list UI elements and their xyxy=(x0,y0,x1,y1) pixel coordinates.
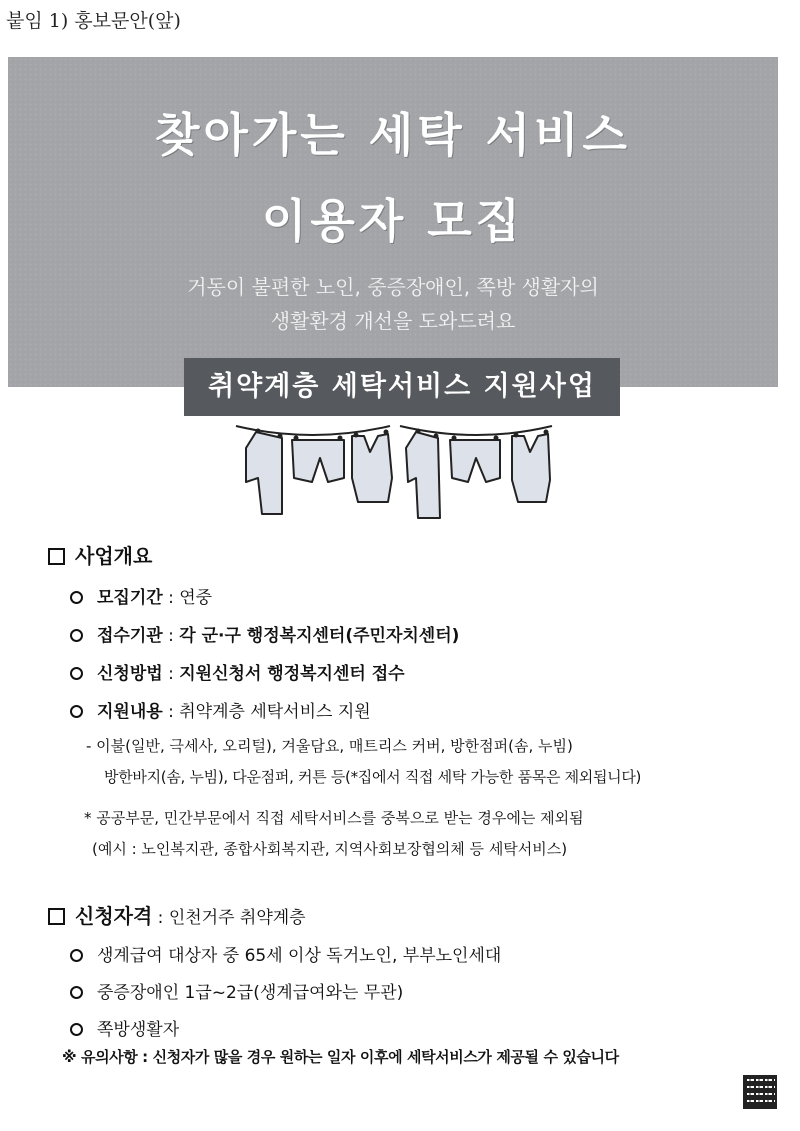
overview-item-label: 모집기간 xyxy=(97,588,163,608)
eligibility-heading-row xyxy=(48,900,306,929)
promo-banner xyxy=(8,57,778,387)
overview-item xyxy=(70,697,371,722)
overview-item-sep: : xyxy=(162,626,180,646)
circle-bullet-icon xyxy=(70,949,83,962)
eligibility-item xyxy=(70,941,501,966)
overview-item xyxy=(70,659,405,684)
overview-item-value: 취약계층 세탁서비스 지원 xyxy=(179,702,371,722)
caution-note: ※ 유의사항 : 신청자가 많을 경우 원하는 일자 이후에 세탁서비스가 제공될 수 있습니다 xyxy=(62,1048,619,1066)
circle-bullet-icon xyxy=(70,1023,83,1036)
checkbox-square-icon xyxy=(48,548,65,565)
overview-item-value: 연중 xyxy=(179,588,213,608)
checkbox-square-icon xyxy=(48,908,65,925)
eligibility-item-text: 쪽방생활자 xyxy=(97,1020,180,1040)
banner-subtitle-line1: 거동이 불편한 노인, 중증장애인, 쪽방 생활자의 xyxy=(187,275,599,299)
overview-heading: 사업개요 xyxy=(75,544,153,568)
circle-bullet-icon xyxy=(70,591,83,604)
overview-item xyxy=(70,621,459,646)
overview-item-sep: : xyxy=(162,702,180,722)
eligibility-heading-sep: : xyxy=(152,908,169,928)
overview-item-label: 지원내용 xyxy=(97,702,163,722)
overview-item-value: 각 군·구 행정복지센터(주민자치센터) xyxy=(179,626,460,646)
eligibility-item-text: 생계급여 대상자 중 65세 이상 독거노인, 부부노인세대 xyxy=(97,946,502,966)
eligibility-item xyxy=(70,1015,179,1040)
overview-item-label: 접수기관 xyxy=(97,626,163,646)
overview-item-sep: : xyxy=(162,664,180,684)
qr-code-icon xyxy=(743,1075,777,1109)
program-label: 취약계층 세탁서비스 지원사업 xyxy=(184,358,620,416)
circle-bullet-icon xyxy=(70,667,83,680)
banner-title-line1: 찾아가는 세탁 서비스 xyxy=(155,108,631,162)
eligibility-heading: 신청자격 xyxy=(75,904,153,928)
note-line2: (예시 : 노인복지관, 종합사회복지관, 지역사회보장협의체 등 세탁서비스) xyxy=(92,840,568,858)
detail-line2: 방한바지(솜, 누빔), 다운점퍼, 커튼 등(*집에서 직접 세탁 가능한 품목은 제외됩니다) xyxy=(104,768,642,786)
circle-bullet-icon xyxy=(70,986,83,999)
banner-subtitle-line2: 생활환경 개선을 도와드려요 xyxy=(270,309,516,333)
note-line1: * 공공부문, 민간부문에서 직접 세탁서비스를 중복으로 받는 경우에는 제외됨 xyxy=(84,809,584,827)
circle-bullet-icon xyxy=(70,629,83,642)
overview-item-value: 지원신청서 행정복지센터 접수 xyxy=(179,664,405,684)
overview-heading-row xyxy=(48,540,152,569)
circle-bullet-icon xyxy=(70,705,83,718)
detail-line1: - 이불(일반, 극세사, 오리털), 겨울담요, 매트리스 커버, 방한점퍼(솜, 누빔) xyxy=(86,737,573,755)
overview-item-label: 신청방법 xyxy=(97,664,163,684)
banner-title-line2: 이용자 모집 xyxy=(261,194,525,248)
overview-item xyxy=(70,583,212,608)
eligibility-item-text: 중증장애인 1급~2급(생계급여와는 무관) xyxy=(97,983,404,1003)
overview-item-sep: : xyxy=(162,588,180,608)
laundry-line-icon xyxy=(232,418,572,530)
eligibility-item xyxy=(70,978,403,1003)
eligibility-heading-value: 인천거주 취약계층 xyxy=(168,908,306,928)
attachment-label: 붙임 1) 홍보문안(앞) xyxy=(6,10,181,32)
